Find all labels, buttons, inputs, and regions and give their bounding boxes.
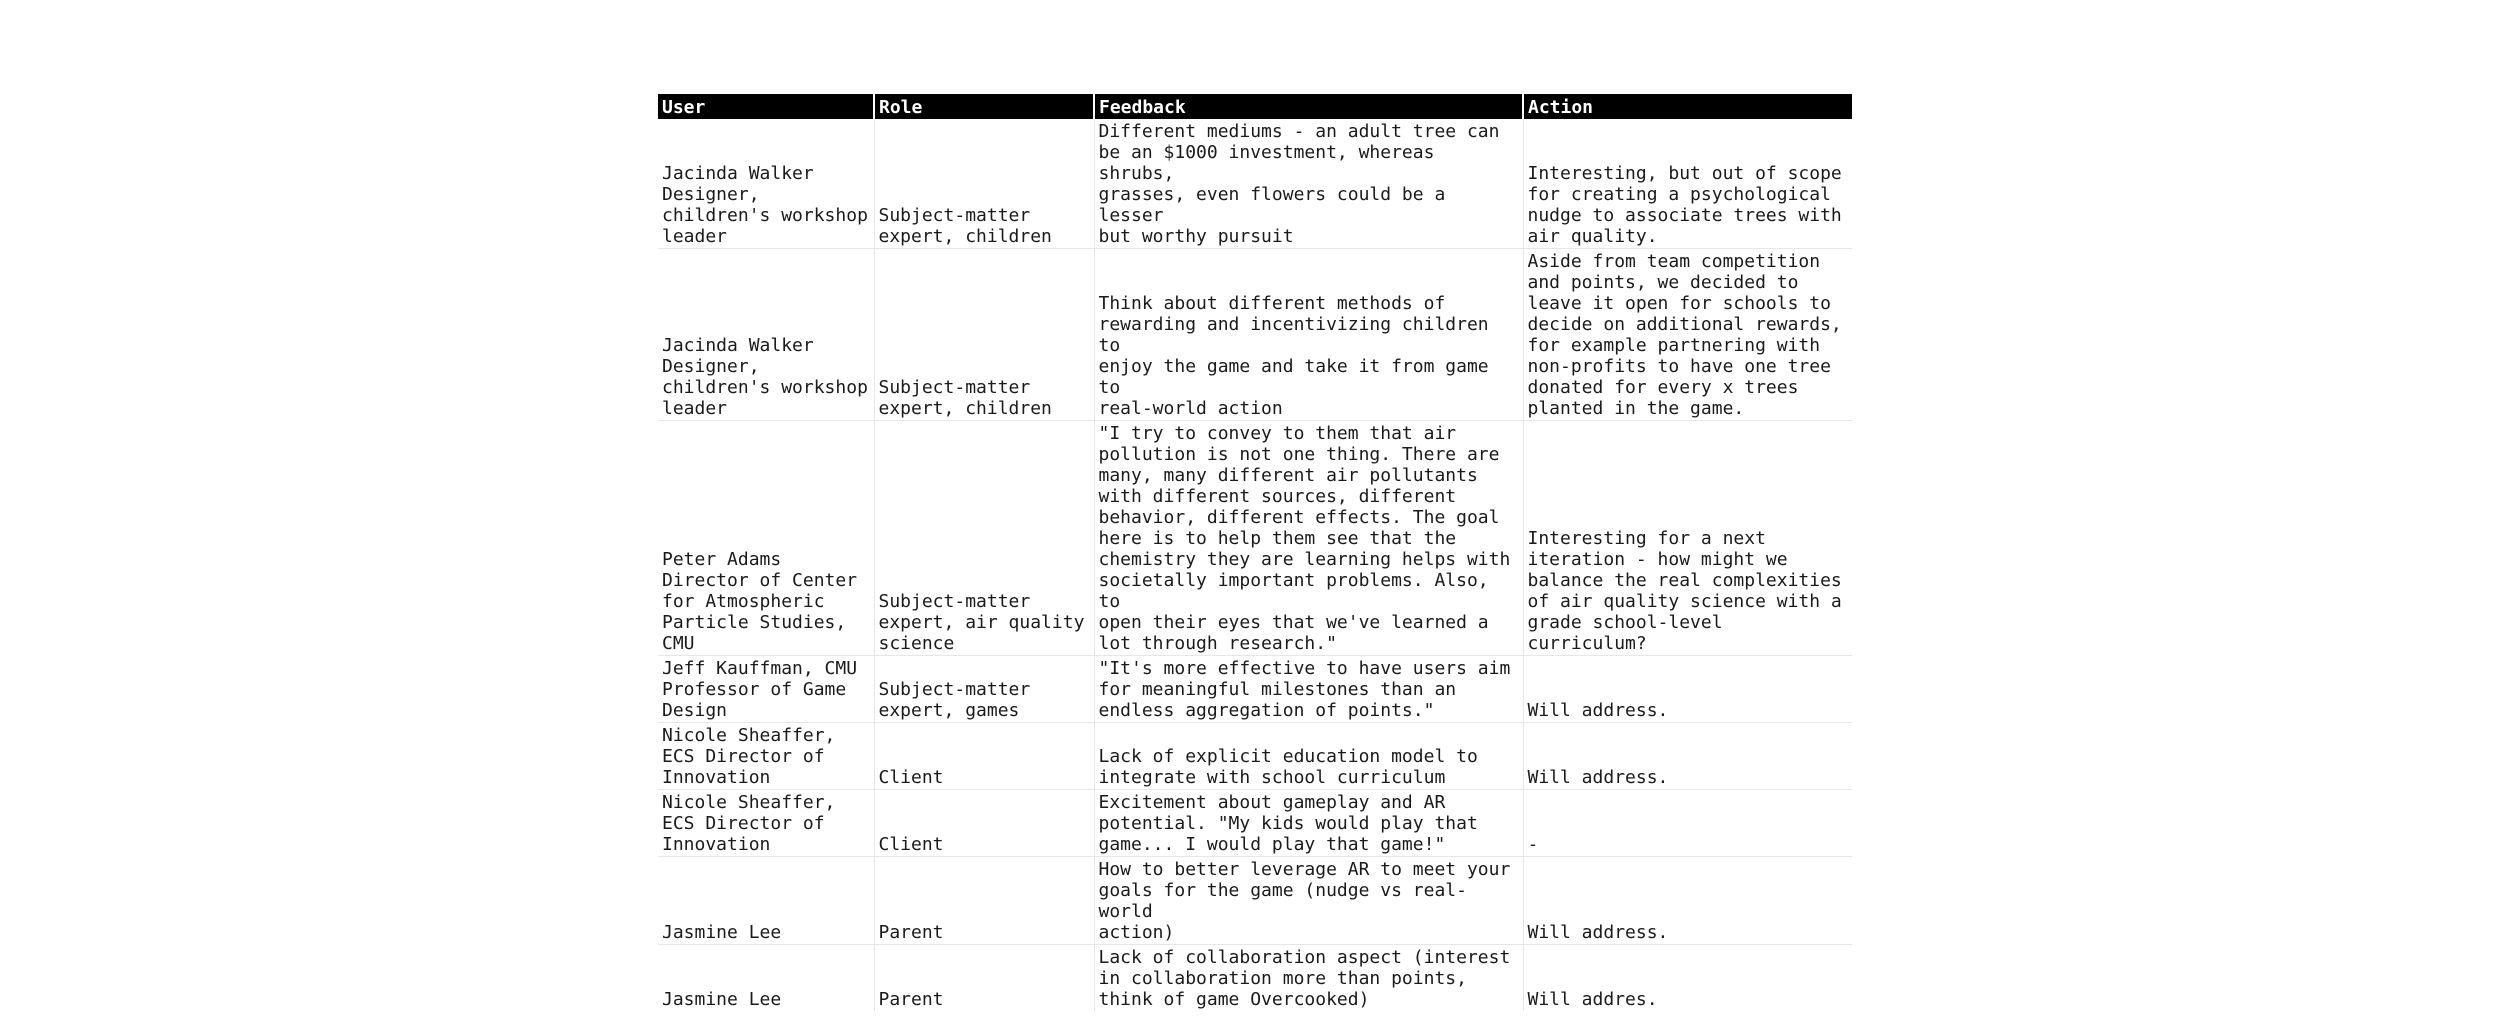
cell-user: Jeff Kauffman, CMU Professor of Game Design [658, 656, 874, 723]
cell-user: Nicole Sheaffer, ECS Director of Innovation [658, 790, 874, 857]
cell-action: Will address. [1523, 656, 1852, 723]
cell-user: Jasmine Lee [658, 945, 874, 1012]
cell-user: Nicole Sheaffer, ECS Director of Innovation [658, 723, 874, 790]
cell-role: Client [874, 790, 1094, 857]
table-row [658, 421, 1852, 656]
cell-user: Jacinda Walker Designer, children's workshop leader [658, 249, 874, 421]
cell-action: Will addres. [1527, 989, 1658, 1010]
header-feedback: Feedback [1094, 94, 1523, 119]
cell-user: Peter Adams Director of Center for Atmospheric Particle Studies, CMU [658, 421, 874, 656]
table-row [658, 857, 1852, 945]
cell-action: Interesting for a next iteration - how might we balance the real complexities of air quality science with a grade school-level curriculum? [1523, 421, 1852, 656]
cell-action: Will address. [1523, 857, 1852, 945]
cell-role: Parent [874, 945, 1094, 1012]
cell-role: Subject-matter expert, children [874, 249, 1094, 421]
cell-user: Jasmine Lee [658, 857, 874, 945]
table-row [658, 723, 1852, 790]
cell-feedback: Lack of explicit education model to integrate with school curriculum [1094, 723, 1523, 790]
cell-feedback: "It's more effective to have users aim for meaningful milestones than an endless aggregation of points." [1094, 656, 1523, 723]
cell-action: - [1523, 790, 1852, 857]
cell-action: Will address. [1523, 723, 1852, 790]
feedback-table-container [658, 94, 1852, 1011]
cell-feedback: Lack of collaboration aspect (interest in collaboration more than points, think of game Overcooked) [1094, 945, 1523, 1012]
cell-feedback: How to better leverage AR to meet your goals for the game (nudge vs real-world action) [1094, 857, 1523, 945]
cell-action: Aside from team competition and points, we decided to leave it open for schools to decide on additional rewards, for example partnering with non-profits to have one tree donated for every x trees planted in the game. [1523, 249, 1852, 421]
cell-role: Subject-matter expert, air quality science [874, 421, 1094, 656]
table-row [658, 656, 1852, 723]
cell-user: Jacinda Walker Designer, children's workshop leader [658, 119, 874, 249]
cell-role: Client [874, 723, 1094, 790]
cell-feedback: Different mediums - an adult tree can be an $1000 investment, whereas shrubs, grasses, even flowers could be a lesser but worthy pursuit [1094, 119, 1523, 249]
header-role: Role [874, 94, 1094, 119]
table-row [658, 790, 1852, 857]
table-row [658, 945, 1852, 1012]
table-row [658, 249, 1852, 421]
feedback-table [658, 94, 1852, 1011]
cell-feedback: Excitement about gameplay and AR potential. "My kids would play that game... I would play that game!" [1094, 790, 1523, 857]
header-user: User [658, 94, 874, 119]
cell-feedback: "I try to convey to them that air pollution is not one thing. There are many, many different air pollutants with different sources, different behavior, different effects. The goal here is to help them see that the chemistry they are learning helps with societally important problems. Also, to open their eyes that we've learned a lot through research." [1094, 421, 1523, 656]
header-action: Action [1523, 94, 1852, 119]
cell-feedback: Think about different methods of rewarding and incentivizing children to enjoy the game and take it from game to real-world action [1094, 249, 1523, 421]
table-row [658, 119, 1852, 249]
cell-role: Parent [874, 857, 1094, 945]
cell-role: Subject-matter expert, children [874, 119, 1094, 249]
cell-role: Subject-matter expert, games [874, 656, 1094, 723]
table-header-row [658, 94, 1852, 119]
cell-action: Interesting, but out of scope for creating a psychological nudge to associate trees with air quality. [1523, 119, 1852, 249]
